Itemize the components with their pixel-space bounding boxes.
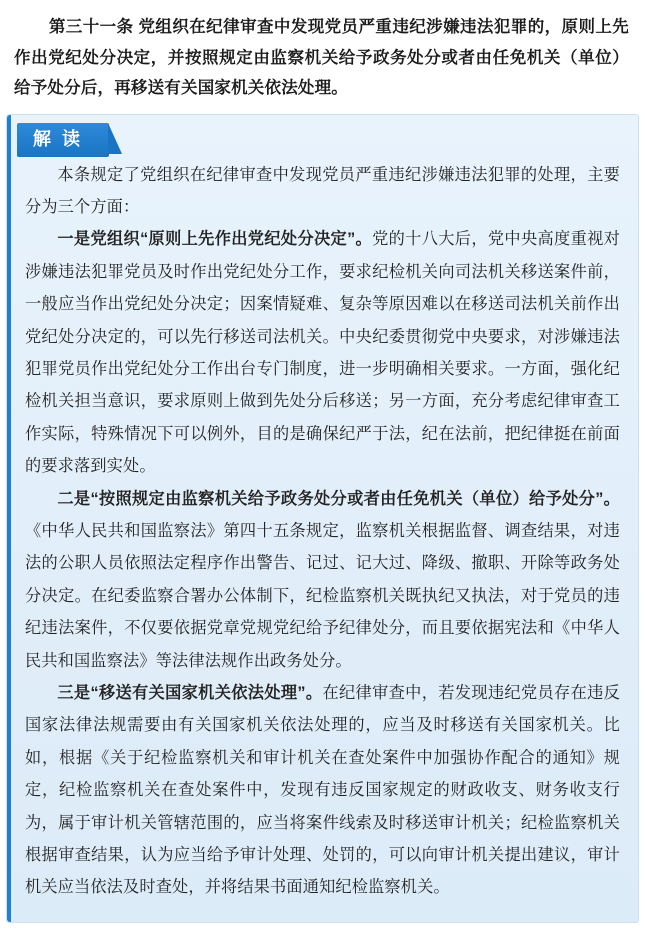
- paragraph-text: [25, 230, 620, 475]
- paragraph-rest: 党的十八大后，党中央高度重视对涉嫌违法犯罪党员及时作出党纪处分工作，要求纪检机关向司法机关移送案件前，一般应当作出党纪处分决定；因案情疑难、复杂等原因难以在移送司法机关前作出党纪处分决定的，可以先行移送司法机关。中央纪委贯彻党中央要求，对涉嫌违法犯罪党员作出党纪处分工作出台专门制度，进一步明确相关要求。一方面，强化纪检机关担当意识，要求原则上做到先处分后移送；另一方面，充分考虑纪律审查工作实际，特殊情况下可以例外，目的是确保纪严于法，纪在法前，把纪律挺在前面的要求落到实处。: [25, 230, 620, 476]
- paragraph-rest: 《中华人民共和国监察法》第四十五条规定，监察机关根据监督、调查结果，对违法的公职人员依照法定程序作出警告、记过、记大过、降级、撤职、开除等政务处分决定。在纪委监察合署办公体制下，纪检监察机关既执纪又执法，对于党员的违纪违法案件，不仅要依据党章党规党纪给予纪律处分，而且要依据宪法和《中华人民共和国监察法》等法律法规作出政务处分。: [25, 522, 620, 670]
- interpretation-tab-row: [7, 115, 638, 157]
- interpretation-panel: [6, 114, 639, 923]
- paragraph-lead: 二是“按照规定由监察机关给予政务处分或者由任免机关（单位）给予处分”。: [57, 489, 620, 508]
- interpretation-body: [7, 157, 638, 904]
- interpretation-paragraph: [25, 159, 620, 224]
- interpretation-paragraph: [25, 483, 620, 677]
- paragraph-text: [25, 490, 620, 670]
- paragraph-text: 本条规定了党组织在纪律审查中发现党员严重违纪涉嫌违法犯罪的处理，主要分为三个方面：: [25, 165, 620, 216]
- paragraph-text: [25, 684, 620, 896]
- paragraph-lead: 三是“移送有关国家机关依法处理”。: [57, 684, 323, 703]
- paragraph-lead: 一是党组织“原则上先作出党纪处分决定”。: [57, 230, 373, 249]
- paragraph-rest: 在纪律审查中，若发现违纪党员存在违反国家法律法规需要由有关国家机关依法处理的，应当及时移送有关国家机关。比如，根据《关于纪检监察机关和审计机关在查处案件中加强协作配合的通知》规定，纪检监察机关在查处案件中，发现有违反国家规定的财政收支、财务收支行为，属于审计机关管辖范围的，应当将案件线索及时移送审计机关；纪检监察机关根据审查结果，认为应当给予审计处理、处罚的，可以向审计机关提出建议，审计机关应当依法及时查处，并将结果书面通知纪检监察机关。: [25, 684, 620, 897]
- article-clause: [0, 0, 645, 110]
- interpretation-paragraph: [25, 223, 620, 482]
- interpretation-tab-label: 解 读: [17, 123, 109, 157]
- clause-number: 第三十一条: [48, 18, 134, 36]
- interpretation-paragraph: [25, 677, 620, 904]
- clause-text: 党组织在纪律审查中发现党员严重违纪涉嫌违法犯罪的，原则上先作出党纪处分决定，并按照规定由监察机关给予政务处分或者由任免机关（单位）给予处分后，再移送有关国家机关依法处理。: [14, 18, 629, 98]
